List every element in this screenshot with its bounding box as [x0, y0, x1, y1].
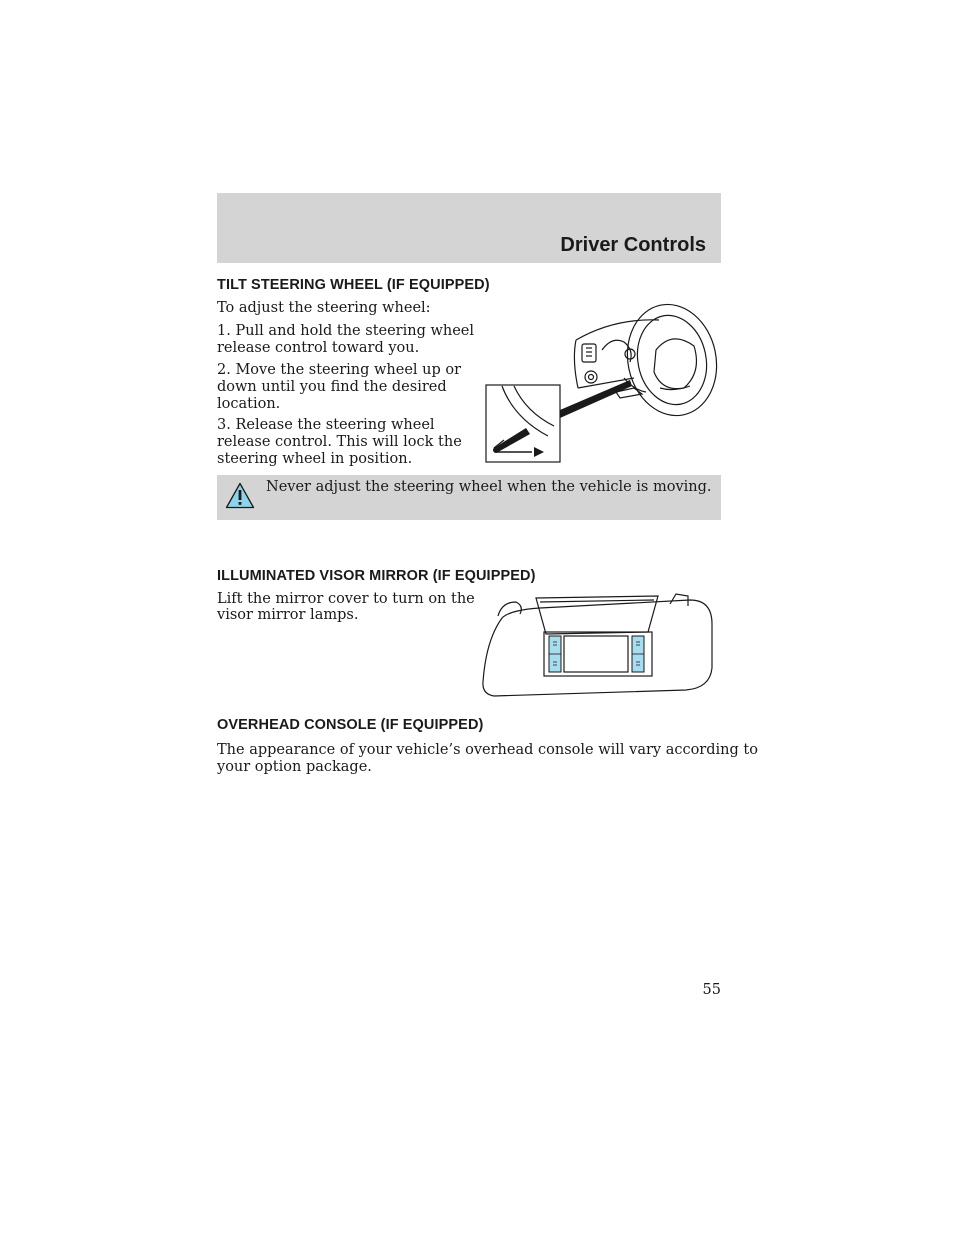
tilt-intro: To adjust the steering wheel: [217, 300, 431, 316]
tilt-step-2-line: 2. Move the steering wheel up or [217, 362, 462, 378]
visor-mirror-heading: ILLUMINATED VISOR MIRROR (IF EQUIPPED) [217, 568, 536, 584]
warning-triangle-icon [225, 482, 255, 509]
warning-text: Never adjust the steering wheel when the vehicle is moving. [266, 479, 712, 495]
tilt-step-2-line: location. [217, 396, 281, 412]
warning-box [217, 475, 721, 520]
tilt-step-3-line: steering wheel in position. [217, 451, 413, 467]
visor-text-line: visor mirror lamps. [217, 607, 359, 623]
tilt-step-1-line: release control toward you. [217, 340, 420, 356]
tilt-step-2-line: down until you find the desired [217, 379, 447, 395]
section-title: Driver Controls [560, 234, 706, 256]
tilt-step-3-line: release control. This will lock the [217, 434, 462, 450]
visor-mirror-illustration [480, 590, 716, 698]
visor-text-line: Lift the mirror cover to turn on the [217, 591, 475, 607]
steering-wheel-illustration [484, 300, 724, 465]
page-number: 55 [702, 982, 721, 998]
overhead-console-heading: OVERHEAD CONSOLE (IF EQUIPPED) [217, 717, 484, 733]
console-text-line: your option package. [217, 759, 372, 775]
tilt-step-1-line: 1. Pull and hold the steering wheel [217, 323, 475, 339]
section-header-bar [217, 193, 721, 263]
console-text-line: The appearance of your vehicle’s overhead console will vary according to [217, 742, 758, 758]
tilt-step-3-line: 3. Release the steering wheel [217, 417, 435, 433]
tilt-steering-heading: TILT STEERING WHEEL (IF EQUIPPED) [217, 277, 490, 293]
